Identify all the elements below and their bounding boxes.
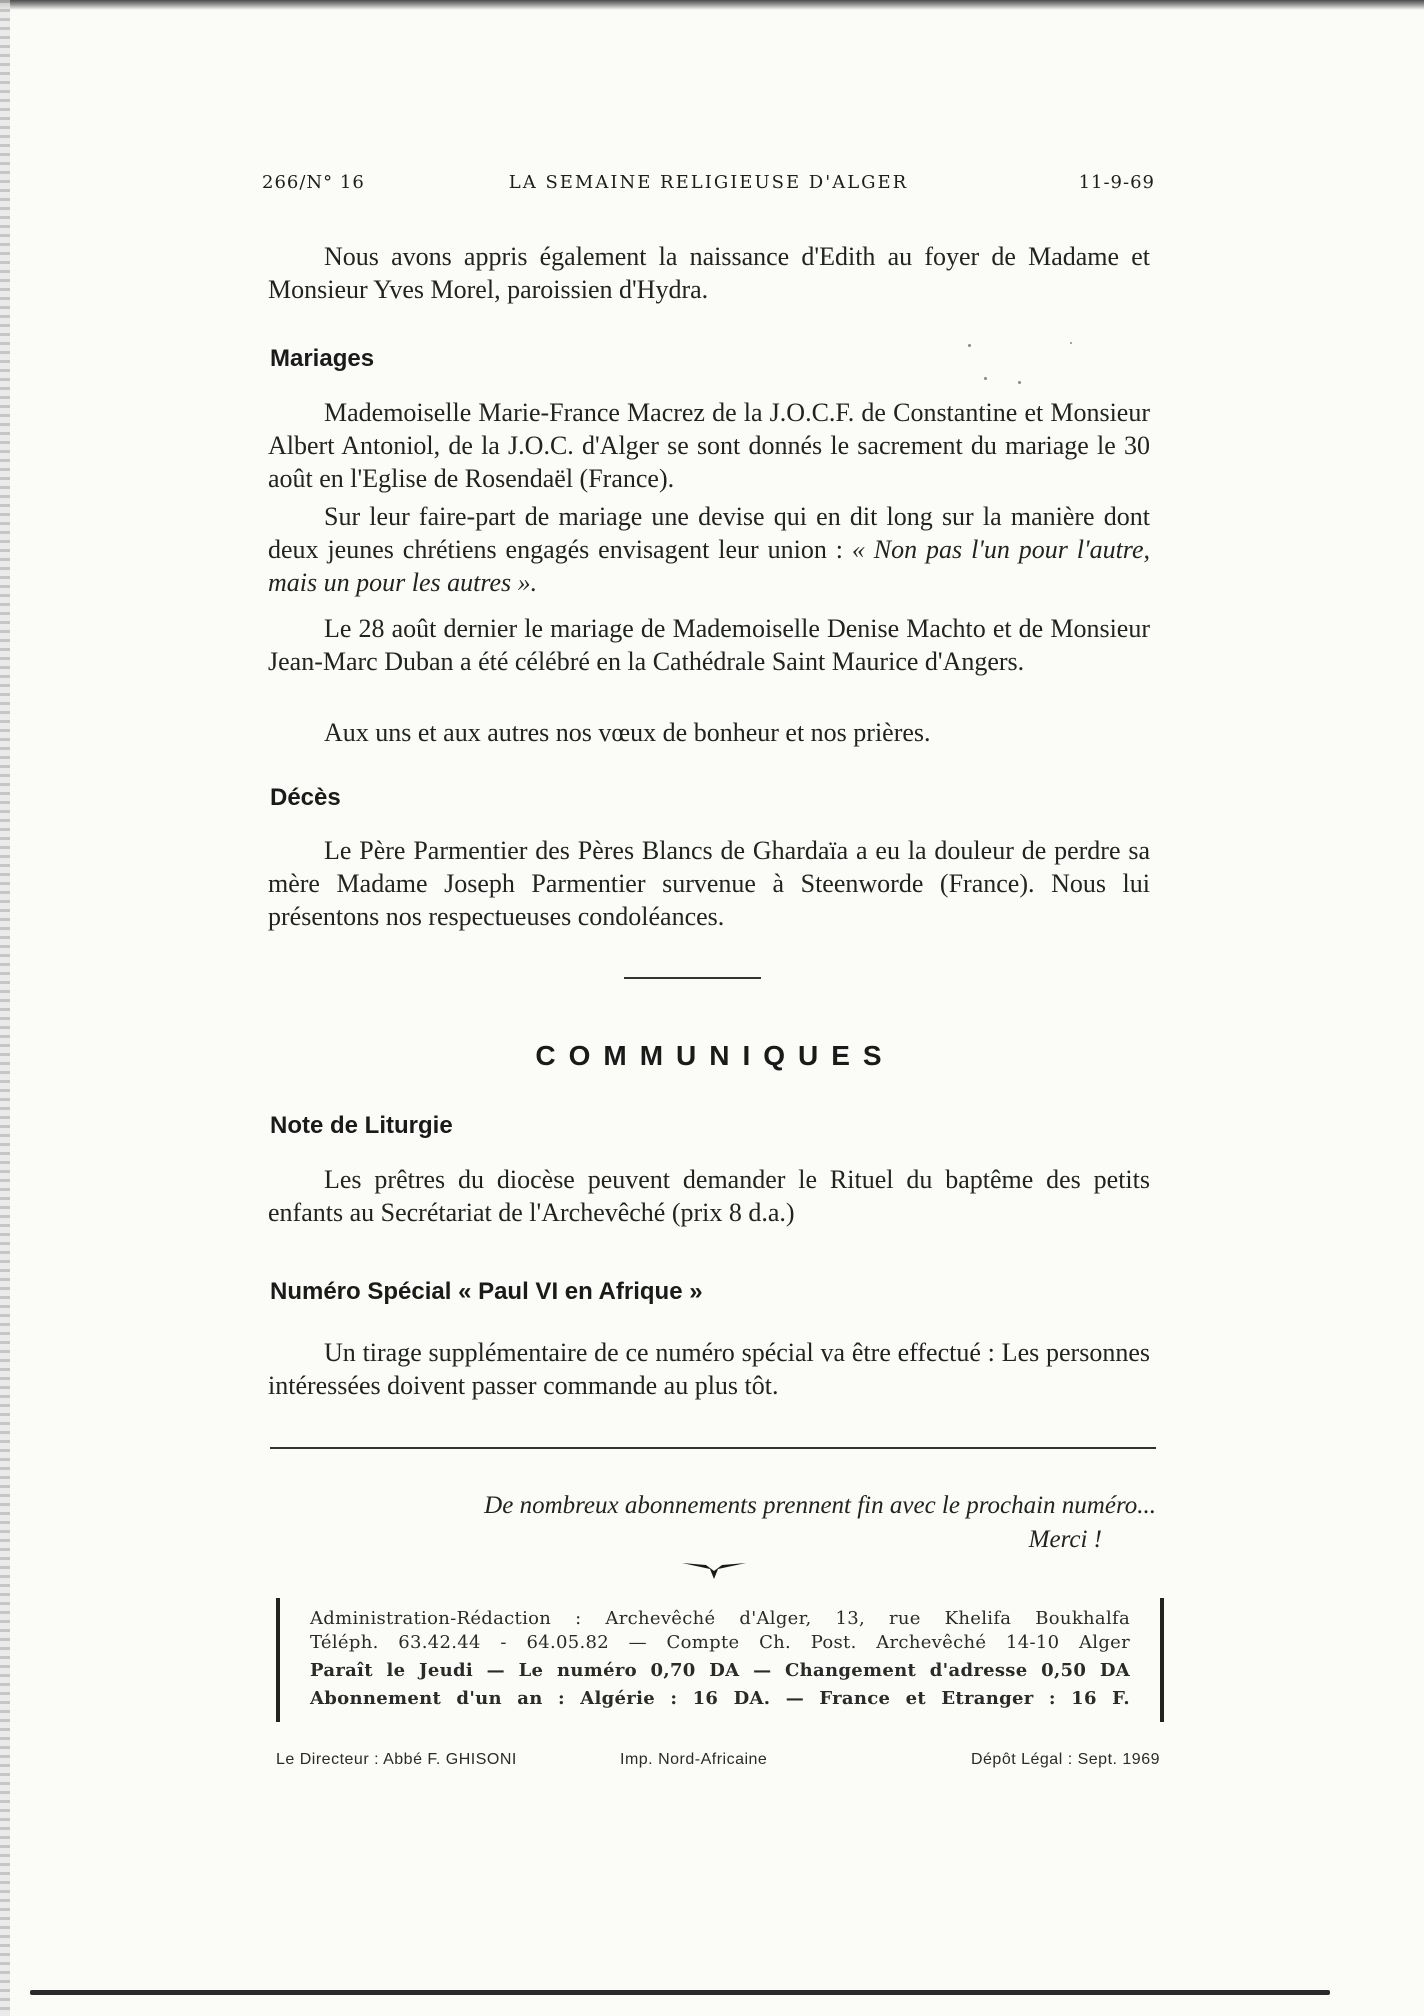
scan-speck bbox=[984, 377, 987, 380]
info-subscription: Abonnement d'un an : Algérie : 16 DA. — France et Etranger : 16 F. bbox=[310, 1688, 1130, 1709]
mariages-paragraph-1: Mademoiselle Marie-France Macrez de la J.O.C.F. de Constantine et Monsieur Albert Antoniol, de la J.O.C. d'Alger se sont donnés le sacrement du mariage le 30 août en l'Eglise de Rosendaël (France). bbox=[268, 398, 1150, 493]
special-issue-heading: Numéro Spécial « Paul VI en Afrique » bbox=[270, 1278, 703, 1305]
info-administration: Administration-Rédaction : Archevêché d'Alger, 13, rue Khelifa Boukhalfa bbox=[310, 1608, 1130, 1629]
scan-edge-bottom bbox=[30, 1990, 1330, 1995]
ornament-icon bbox=[682, 1561, 746, 1581]
thanks-note: Merci ! bbox=[1028, 1526, 1102, 1553]
issue-date: 11-9-69 bbox=[1078, 172, 1155, 193]
scan-edge-top bbox=[0, 0, 1424, 10]
imprint-footer bbox=[276, 1751, 1160, 1773]
footer-director: Le Directeur : Abbé F. GHISONI bbox=[276, 1751, 517, 1768]
footer-printer: Imp. Nord-Africaine bbox=[620, 1751, 768, 1768]
running-header bbox=[262, 172, 1155, 196]
liturgie-paragraph: Les prêtres du diocèse peuvent demander le Rituel du baptême des petits enfants au Secrétariat de l'Archevêché (prix 8 d.a.) bbox=[268, 1165, 1150, 1227]
mariages-heading: Mariages bbox=[270, 345, 375, 372]
wedding-motto-quote: « Non pas l'un pour l'autre, mais un pour les autres ». bbox=[268, 535, 1150, 597]
info-price: Paraît le Jeudi — Le numéro 0,70 DA — Changement d'adresse 0,50 DA bbox=[310, 1660, 1130, 1681]
mariages-paragraph-4: Aux uns et aux autres nos vœux de bonheur et nos prières. bbox=[324, 718, 931, 747]
notice-divider bbox=[270, 1447, 1156, 1449]
footer-legal-deposit: Dépôt Légal : Sept. 1969 bbox=[970, 1751, 1160, 1768]
scan-speck bbox=[1070, 342, 1072, 344]
scan-speck bbox=[1018, 381, 1021, 384]
publication-info-box bbox=[276, 1598, 1164, 1722]
deces-paragraph: Le Père Parmentier des Pères Blancs de Ghardaïa a eu la douleur de perdre sa mère Madame Joseph Parmentier survenue à Steenworde (France). Nous lui présentons nos respectueuses condoléances. bbox=[268, 836, 1150, 931]
communiques-title: COMMUNIQUES bbox=[535, 1040, 895, 1071]
special-issue-paragraph: Un tirage supplémentaire de ce numéro spécial va être effectué : Les personnes intéressées doivent passer commande au plus tôt. bbox=[268, 1338, 1150, 1400]
page-number: 266/N° 16 bbox=[262, 172, 365, 193]
mariages-paragraph-2 bbox=[268, 500, 1150, 599]
mariages-paragraph-2-text: Sur leur faire-part de mariage une devise qui en dit long sur la manière dont deux jeunes chrétiens engagés envisagent leur union : bbox=[268, 502, 1150, 564]
scan-edge-left bbox=[0, 0, 10, 2016]
liturgie-heading: Note de Liturgie bbox=[270, 1112, 453, 1139]
scan-speck bbox=[968, 344, 971, 347]
deces-heading: Décès bbox=[270, 784, 341, 811]
publication-title: LA SEMAINE RELIGIEUSE D'ALGER bbox=[508, 172, 909, 193]
info-telephone: Téléph. 63.42.44 - 64.05.82 — Compte Ch. Post. Archevêché 14-10 Alger bbox=[310, 1632, 1130, 1653]
subscription-notice: De nombreux abonnements prennent fin avec le prochain numéro... bbox=[484, 1492, 1156, 1519]
section-divider bbox=[624, 977, 761, 979]
intro-paragraph: Nous avons appris également la naissance d'Edith au foyer de Madame et Monsieur Yves Morel, paroissien d'Hydra. bbox=[268, 242, 1150, 304]
mariages-paragraph-3: Le 28 août dernier le mariage de Mademoiselle Denise Machto et de Monsieur Jean-Marc Duban a été célébré en la Cathédrale Saint Maurice d'Angers. bbox=[268, 614, 1150, 676]
